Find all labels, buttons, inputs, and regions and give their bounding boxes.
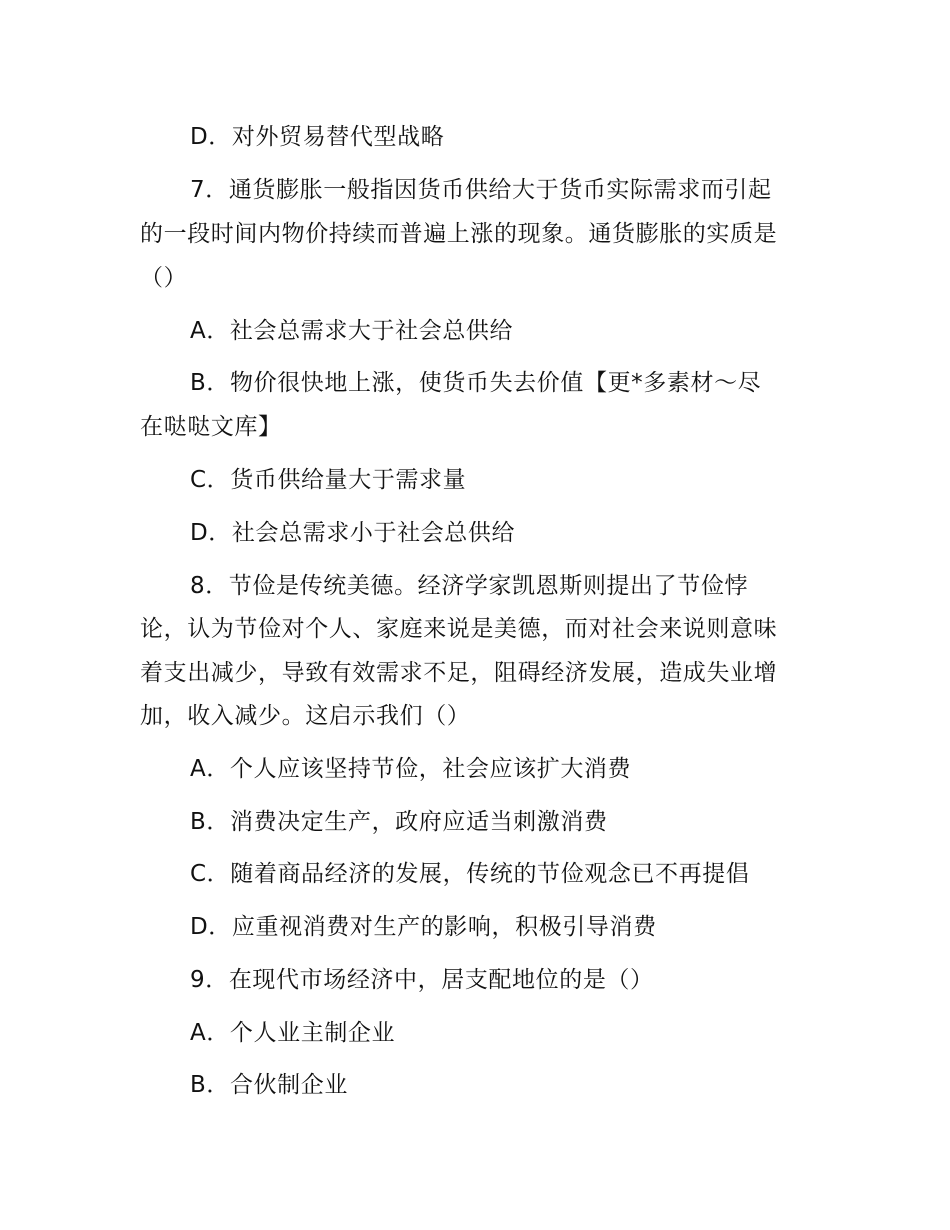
option-8d: D．应重视消费对生产的影响，积极引导消费 <box>190 914 657 940</box>
option-8a: A．个人应该坚持节俭，社会应该扩大消费 <box>190 756 632 782</box>
question-8-line-2: 论，认为节俭对个人、家庭来说是美德，而对社会来说则意味 <box>140 616 778 642</box>
question-8-line-1: 8．节俭是传统美德。经济学家凯恩斯则提出了节俭悖 <box>190 573 749 599</box>
option-8c: C．随着商品经济的发展，传统的节俭观念已不再提倡 <box>190 861 750 887</box>
option-7c: C．货币供给量大于需求量 <box>190 467 467 493</box>
option-6d: D．对外贸易替代型战略 <box>190 124 445 150</box>
option-7a: A．社会总需求大于社会总供给 <box>190 318 514 344</box>
option-7d: D．社会总需求小于社会总供给 <box>190 520 516 546</box>
option-8b: B．消费决定生产，政府应适当刺激消费 <box>190 809 608 835</box>
option-9b: B．合伙制企业 <box>190 1072 348 1098</box>
question-7-line-2: 的一段时间内物价持续而普遍上涨的现象。通货膨胀的实质是 <box>140 221 778 247</box>
option-9a: A．个人业主制企业 <box>190 1020 396 1046</box>
question-7-line-1: 7．通货膨胀一般指因货币供给大于货币实际需求而引起 <box>190 177 772 203</box>
option-7b-line-2: 在哒哒文库】 <box>140 414 282 440</box>
option-7b-line-1: B．物价很快地上涨，使货币失去价值【更*多素材～尽 <box>190 370 762 396</box>
question-8-line-3: 着支出减少，导致有效需求不足，阻碍经济发展，造成失业增 <box>140 660 778 686</box>
question-9: 9．在现代市场经济中，居支配地位的是（） <box>190 967 654 993</box>
question-8-line-4: 加，收入减少。这启示我们（） <box>140 703 471 729</box>
question-7-line-3: （） <box>140 265 188 291</box>
